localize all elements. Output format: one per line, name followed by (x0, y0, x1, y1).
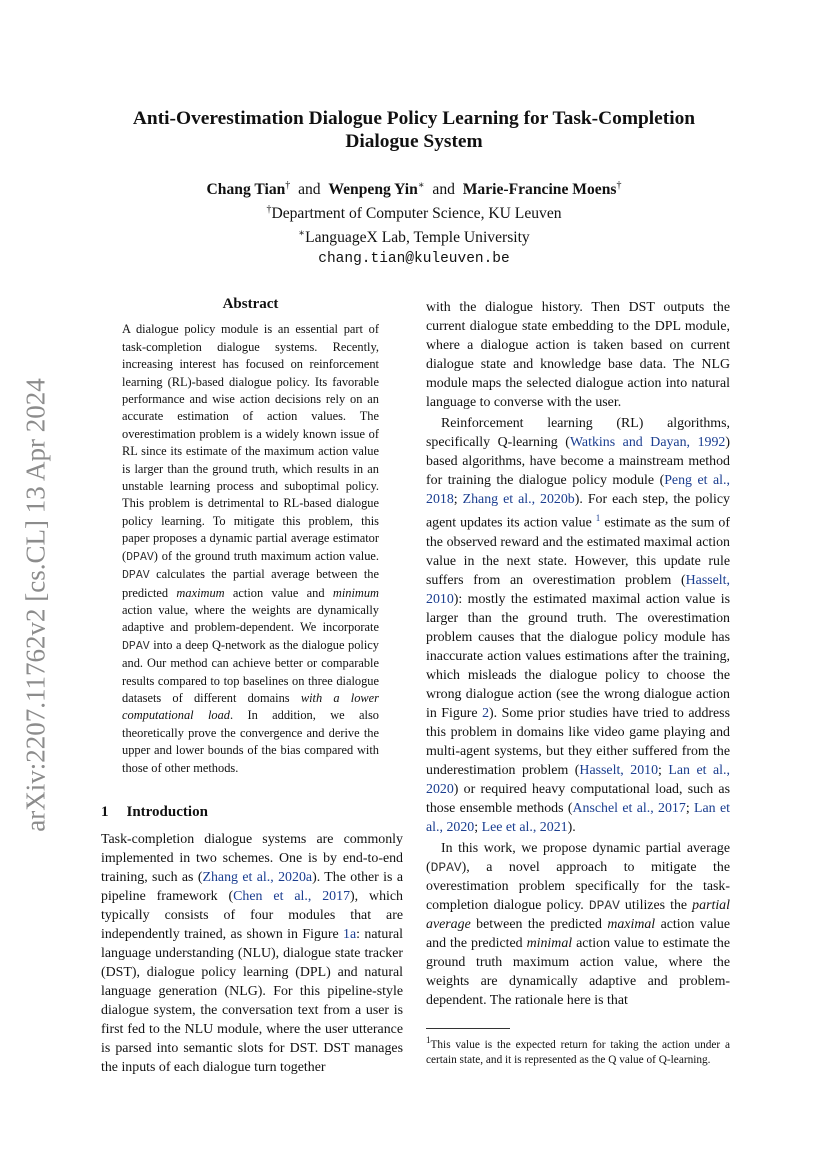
emphasis: maximum (176, 585, 225, 600)
emphasis: with a lower computational load (122, 690, 379, 723)
text-run: . In addition, we also theoretically prove the convergence and derive the upper and lower bounds of the bias compared with those of other methods. (122, 708, 379, 775)
citation-link[interactable]: Zhang et al., 2020a (202, 870, 313, 885)
method-name: DPAV (122, 569, 150, 583)
author-email: chang.tian@kuleuven.be (318, 250, 510, 267)
affiliation-line (100, 224, 728, 248)
author-separator: and (298, 181, 321, 199)
text-run: ; (685, 800, 695, 816)
intro-paragraph: with the dialogue history. Then DST outputs the current dialogue state embedding to the DPL module, where a dialogue action is taken based on current dialogue state and knowledge base data. The NLG module maps the selected dialogue action into natural language to converse with the user. (426, 300, 730, 410)
intro-paragraph (426, 414, 730, 837)
author-names (100, 176, 728, 200)
section-number: 1 (101, 804, 109, 820)
author-name: Marie-Francine Moens (462, 181, 617, 199)
section-heading-introduction (101, 804, 208, 821)
text-run: action value and (224, 585, 333, 600)
text-run: A dialogue policy module is an essential part of task-completion dialogue systems. Recently, increasing interest has focused on reinforcement learning (RL)-based dialogue policy. Its favorable performance and wise action decisions rely on an accurate estimation of action values. The overestimation problem is a widely known issue of RL since its estimate of the maximum action value is larger than the ground truth, which results in an unstable learning process and suboptimal policy. This problem is detrimental to RL-based dialogue policy learning. To mitigate this problem, this paper proposes a dynamic partial average estimator ( (122, 322, 379, 563)
text-run: utilizes the (619, 897, 693, 913)
citation-link[interactable]: Hasselt, 2010 (579, 762, 659, 778)
footnote-text: This value is the expected return for taking the action under a certain state, and it is represented as the Q value of Q-learning. (426, 1038, 730, 1066)
emphasis: minimum (332, 585, 379, 600)
citation-link[interactable]: Hasselt, 2010 (426, 572, 730, 607)
abstract-heading: Abstract (222, 296, 279, 312)
text-run: Reinforcement learning (RL) algorithms, specifically Q-learning ( (426, 416, 730, 450)
method-name: DPAV (126, 550, 154, 564)
affiliation-mark: † (616, 180, 622, 191)
text-run: ). For each step, the policy agent updates its action value (426, 492, 730, 531)
section-title: Introduction (126, 804, 208, 820)
author-name: Chang Tian (206, 181, 286, 199)
footnote-mark: 1 (426, 1035, 431, 1045)
text-run: ) or required heavy computational load, such as those ensemble methods ( (426, 781, 730, 816)
intro-paragraph (426, 839, 730, 1010)
text-run: In this work, we propose dynamic partial average ( (426, 840, 730, 875)
abstract-section (122, 296, 379, 777)
citation-link[interactable]: Lan et al., 2020 (426, 800, 730, 835)
affiliation-text: Department of Computer Science, KU Leuven (271, 205, 562, 223)
text-run: calculates the partial average between the predicted (122, 567, 379, 600)
text-run: ; (474, 819, 482, 835)
citation-link[interactable]: Lee et al., 2021 (481, 819, 568, 835)
text-run: action value to estimate the ground truth maximum action value, where the weights are dynamically adaptive and problem-dependent. The rationale here is that (426, 935, 730, 1008)
emphasis: maximal (607, 916, 656, 932)
citation-link[interactable]: Anschel et al., 2017 (572, 800, 686, 816)
affiliation-mark: ∗ (298, 228, 306, 240)
text-run: estimate as the sum of the observed reward and the estimated maximal action value in the next state. However, this update rule suffers from an overestimation problem ( (426, 515, 730, 588)
affiliation-mark: ∗ (417, 180, 425, 191)
affiliation-line (100, 200, 728, 224)
text-run: into a deep Q-network as the dialogue policy and. Our method can achieve better or comparable results compared to top baselines on three dialogue datasets of different domains (122, 637, 379, 705)
text-run: : natural language understanding (NLU), dialogue state tracker (DST), dialogue policy learning (DPL) and natural language generation (NLG). For this pipeline-style dialogue system, the conversation text from a user is first fed to the NLU module, where the user utterance is parsed into semantic slots for DST. DST manages the inputs of each dialogue turn together (101, 927, 403, 1075)
text-run: ). The other is a pipeline framework ( (101, 870, 403, 904)
figure-link[interactable]: 1a (343, 927, 357, 942)
citation-link[interactable]: Watkins and Dayan, 1992 (569, 435, 726, 450)
author-block (100, 176, 728, 269)
arxiv-identifier-stamp (12, 360, 60, 850)
citation-link[interactable]: Peng et al., 2018 (426, 473, 730, 507)
text-run: ) of the ground truth maximum action value. (153, 548, 379, 563)
intro-paragraph (101, 830, 403, 1077)
text-run: ): mostly the estimated maximal action value is larger than the ground truth. The overestimation problem causes that the dialogue policy module has inaccurate action values estimations after the training, which misleads the dialogue policy to choose the wrong dialogue action (see the wrong dialogue action in Figure (426, 591, 730, 721)
footnote (426, 1033, 730, 1068)
paper-title: Anti-Overestimation Dialogue Policy Learning for Task-Completion Dialogue System (132, 108, 696, 152)
affiliation-text: LanguageX Lab, Temple University (305, 229, 530, 247)
text-run: between the predicted (470, 916, 608, 932)
figure-link[interactable]: 2 (482, 705, 490, 721)
citation-link[interactable]: Lan et al., 2020 (426, 762, 730, 797)
text-run: ; (658, 762, 669, 778)
text-run: ). (567, 819, 576, 835)
text-run: action value, where the weights are dynamically adaptive and problem-dependent. We incorporate (122, 602, 379, 635)
citation-link[interactable]: Zhang et al., 2020b (462, 492, 575, 507)
author-name: Wenpeng Yin (328, 181, 418, 199)
text-run: ; (453, 492, 463, 507)
text-run: ). Some prior studies have tried to address this problem in domains like video game playing and multi-agent systems, but they either suffered from the underestimation problem ( (426, 705, 730, 778)
footnote-link[interactable]: 1 (595, 513, 601, 523)
affiliation-mark: † (266, 204, 272, 216)
intro-column-right (426, 298, 730, 1010)
text-run: action value and the predicted (426, 916, 730, 951)
intro-column-left (101, 830, 403, 1077)
method-name: DPAV (588, 897, 620, 913)
emphasis: minimal (526, 935, 573, 951)
arxiv-id-text: arXiv:2207.11762v2 [cs.CL] 13 Apr 2024 (20, 378, 51, 832)
method-name: DPAV (122, 639, 150, 653)
text-run: Task-completion dialogue systems are commonly implemented in two schemes. One is by end-to-end training, such as ( (101, 832, 403, 885)
text-run: ) based algorithms, have become a mainstream method for training the dialogue policy module ( (426, 435, 730, 488)
footnote-divider (426, 1028, 510, 1029)
text-run: ), a novel approach to mitigate the overestimation problem specifically for the task-completion dialogue policy. (426, 859, 730, 913)
abstract-text (122, 321, 379, 777)
affiliation-mark: † (285, 180, 291, 191)
emphasis: partial average (426, 897, 730, 932)
author-separator: and (432, 181, 455, 199)
text-run: ), which typically consists of four modules that are independently trained, as shown in Figure (101, 889, 403, 942)
citation-link[interactable]: Chen et al., 2017 (233, 889, 351, 904)
method-name: DPAV (430, 859, 462, 875)
